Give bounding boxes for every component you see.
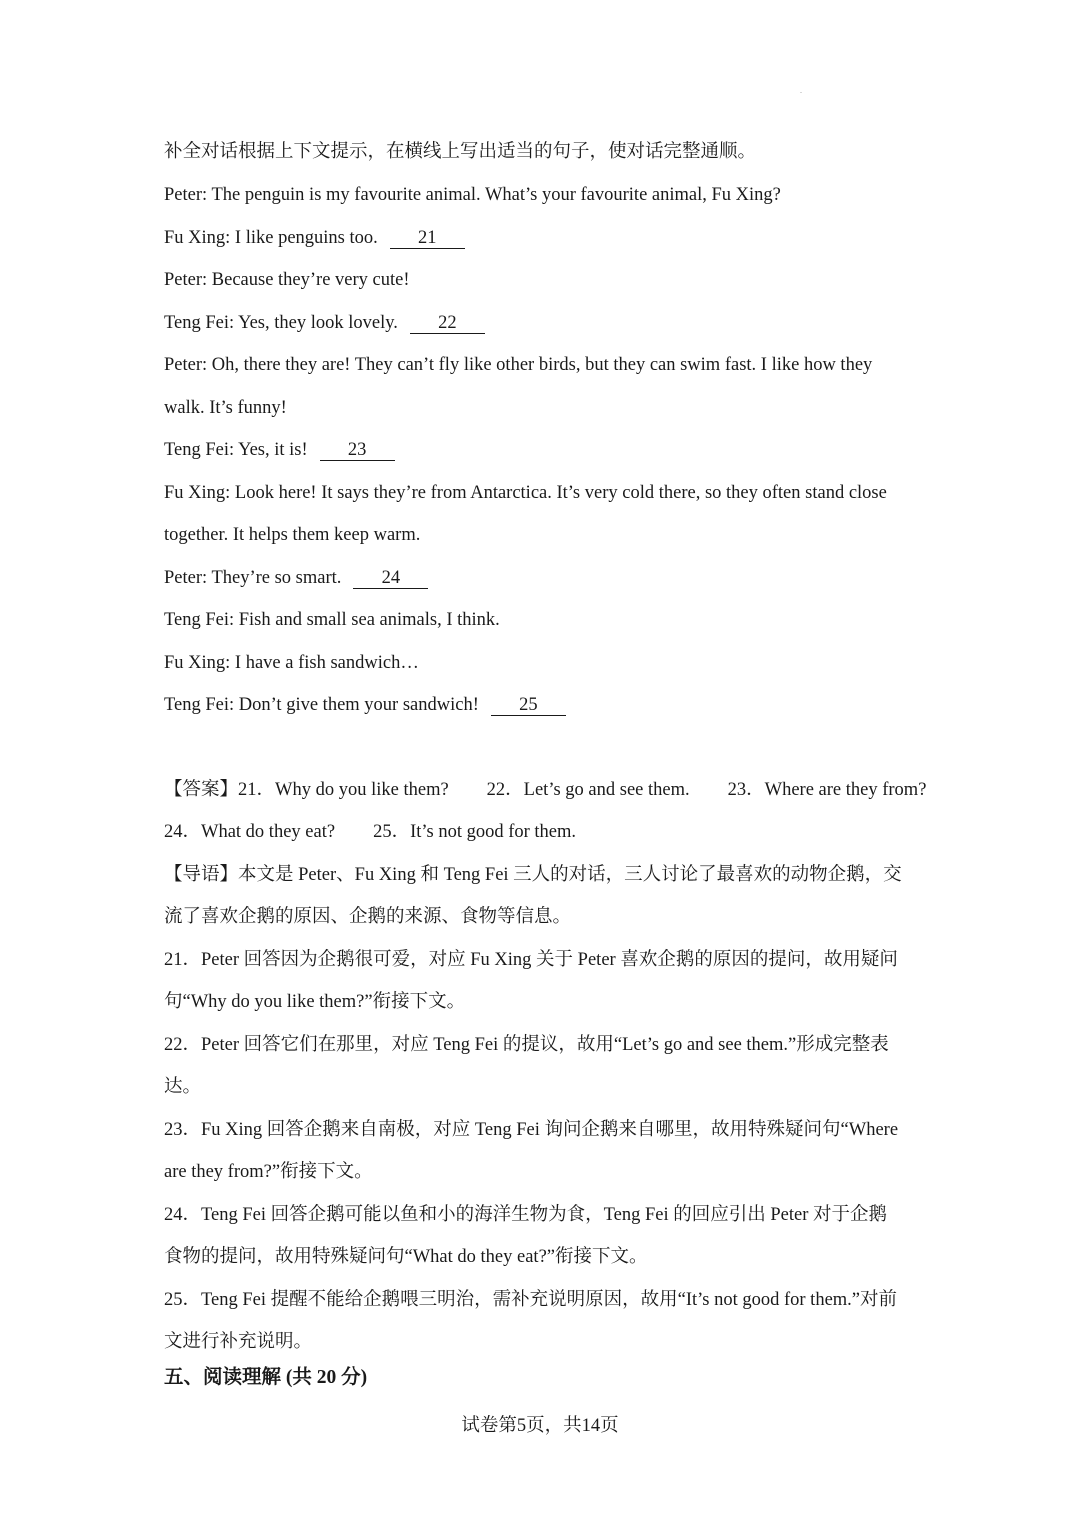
answer-23: 23．Where are they from? <box>727 780 927 800</box>
explanation-22b: 达。 <box>164 1077 202 1097</box>
section-heading: 五、阅读理解 (共 20 分) <box>164 1367 368 1388</box>
dialogue-line-2: Fu Xing: I like penguins too. 21 <box>164 226 465 250</box>
dialogue-line-7b: together. It helps them keep warm. <box>164 525 421 545</box>
dialogue-line-8: Peter: They’re so smart. 24 <box>164 566 428 590</box>
blank-22[interactable]: 22 <box>410 313 485 334</box>
explanation-22a: 22．Peter 回答它们在那里，对应 Teng Fei 的提议，故用“Let’s go and see them.”形成完整表 <box>164 1035 889 1055</box>
dialogue-line-5a: Peter: Oh, there they are! They can’t fly like other birds, but they can swim fast. I like how they <box>164 355 873 375</box>
explanation-24b: 食物的提问，故用特殊疑问句“What do they eat?”衔接下文。 <box>164 1247 648 1267</box>
dialogue-line-3: Peter: Because they’re very cute! <box>164 270 410 290</box>
guide-line-2: 流了喜欢企鹅的原因、企鹅的来源、食物等信息。 <box>164 907 572 927</box>
blank-21[interactable]: 21 <box>390 228 465 249</box>
explanation-25b: 文进行补充说明。 <box>164 1332 313 1352</box>
explanation-25a: 25．Teng Fei 提醒不能给企鹅喂三明治，需补充说明原因，故用“It’s not good for them.”对前 <box>164 1290 898 1310</box>
dialogue-line-11: Teng Fei: Don’t give them your sandwich! 25 <box>164 693 566 717</box>
answer-line-2 <box>164 820 576 844</box>
dialogue-line-10: Fu Xing: I have a fish sandwich… <box>164 653 419 673</box>
dialogue-line-1: Peter: The penguin is my favourite animal. What’s your favourite animal, Fu Xing? <box>164 185 781 205</box>
page-footer: 试卷第5页，共14页 <box>461 1416 619 1436</box>
answer-21: 21．Why do you like them? <box>238 780 449 800</box>
blank-24[interactable]: 24 <box>353 568 428 589</box>
explanation-23b: are they from?”衔接下文。 <box>164 1162 373 1182</box>
blank-23[interactable]: 23 <box>320 440 395 461</box>
explanation-21b: 句“Why do you like them?”衔接下文。 <box>164 992 466 1012</box>
answer-25: 25．It’s not good for them. <box>373 822 577 842</box>
instruction: 补全对话根据上下文提示，在横线上写出适当的句子，使对话完整通顺。 <box>164 142 757 162</box>
answer-line-1 <box>164 778 926 802</box>
guide-label: 【导语】 <box>164 865 239 885</box>
blank-25[interactable]: 25 <box>491 695 566 716</box>
answer-22: 22．Let’s go and see them. <box>486 780 690 800</box>
dialogue-line-7a: Fu Xing: Look here! It says they’re from Antarctica. It’s very cold there, so they often stand close <box>164 483 887 503</box>
dialogue-line-6: Teng Fei: Yes, it is! 23 <box>164 438 395 462</box>
explanation-24a: 24．Teng Fei 回答企鹅可能以鱼和小的海洋生物为食，Teng Fei 的回应引出 Peter 对于企鹅 <box>164 1205 887 1225</box>
scan-mark: . <box>800 86 802 95</box>
explanation-23a: 23．Fu Xing 回答企鹅来自南极，对应 Teng Fei 询问企鹅来自哪里，故用特殊疑问句“Where <box>164 1120 899 1140</box>
dialogue-line-4: Teng Fei: Yes, they look lovely. 22 <box>164 311 485 335</box>
explanation-21a: 21．Peter 回答因为企鹅很可爱，对应 Fu Xing 关于 Peter 喜欢企鹅的原因的提问，故用疑问 <box>164 950 898 970</box>
answer-24: 24．What do they eat? <box>164 822 336 842</box>
dialogue-line-5b: walk. It’s funny! <box>164 398 287 418</box>
guide-line-1: 【导语】本文是 Peter、Fu Xing 和 Teng Fei 三人的对话，三人讨论了最喜欢的动物企鹅，交 <box>164 865 902 885</box>
answer-label: 【答案】 <box>164 780 239 800</box>
dialogue-line-9: Teng Fei: Fish and small sea animals, I think. <box>164 610 500 630</box>
